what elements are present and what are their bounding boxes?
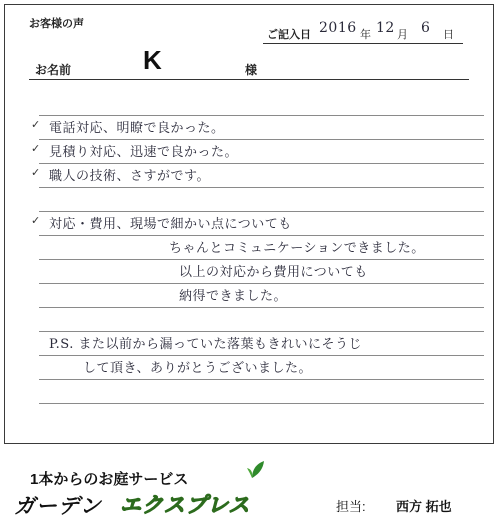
- date-day-suffix: 日: [443, 28, 454, 41]
- comment-line: P.S. また以前から漏っていた落葉もきれいにそうじ: [49, 337, 362, 352]
- date-year-suffix: 年: [360, 28, 371, 41]
- ruled-line: [39, 259, 484, 260]
- feedback-card: [4, 4, 494, 444]
- brand-part1: ガーデン: [14, 495, 102, 518]
- comment-line: 見積り対応、迅速で良かった。: [49, 145, 239, 160]
- date-day: 6: [421, 20, 431, 36]
- comment-line: ちゃんとコミュニケーションできました。: [169, 241, 425, 256]
- date-year: 2016: [319, 20, 357, 36]
- name-label: お名前: [35, 63, 72, 77]
- comment-line: 対応・費用、現場で細かい点についても: [49, 217, 292, 232]
- ruled-line: [39, 283, 484, 284]
- ruled-line: [39, 403, 484, 404]
- check-icon: ✓: [31, 142, 41, 155]
- tagline: 1本からのお庭サービス: [30, 471, 189, 488]
- date-month-suffix: 月: [397, 28, 408, 41]
- ruled-line: [39, 211, 484, 212]
- comment-line: 職人の技術、さすがです。: [49, 169, 210, 184]
- footer: [0, 446, 500, 519]
- check-icon: ✓: [31, 166, 41, 179]
- staff-label: 担当:: [336, 499, 366, 514]
- comment-line: して頂き、ありがとうございました。: [83, 361, 312, 376]
- comment-line: 電話対応、明瞭で良かった。: [49, 121, 225, 136]
- ruled-line: [39, 331, 484, 332]
- date-underline: [263, 43, 463, 44]
- leaf-icon: [246, 458, 268, 480]
- comment-line: 納得できました。: [179, 289, 288, 304]
- ruled-line: [39, 187, 484, 188]
- ruled-line: [39, 163, 484, 164]
- brand-part2: エクスプレス: [120, 494, 251, 517]
- ruled-line: [39, 139, 484, 140]
- ruled-line: [39, 355, 484, 356]
- ruled-line: [39, 115, 484, 116]
- comment-line: 以上の対応から費用についても: [179, 265, 368, 280]
- date-month: 12: [376, 20, 395, 36]
- ruled-line: [39, 379, 484, 380]
- name-suffix: 様: [245, 63, 258, 77]
- name-value: K: [143, 45, 162, 75]
- form-title: お客様の声: [29, 17, 84, 30]
- ruled-line: [39, 307, 484, 308]
- check-icon: ✓: [31, 118, 41, 131]
- staff-name: 西方 拓也: [396, 499, 452, 514]
- ruled-line: [39, 235, 484, 236]
- date-label: ご記入日: [267, 28, 311, 41]
- name-underline: [29, 79, 469, 80]
- check-icon: ✓: [31, 214, 41, 227]
